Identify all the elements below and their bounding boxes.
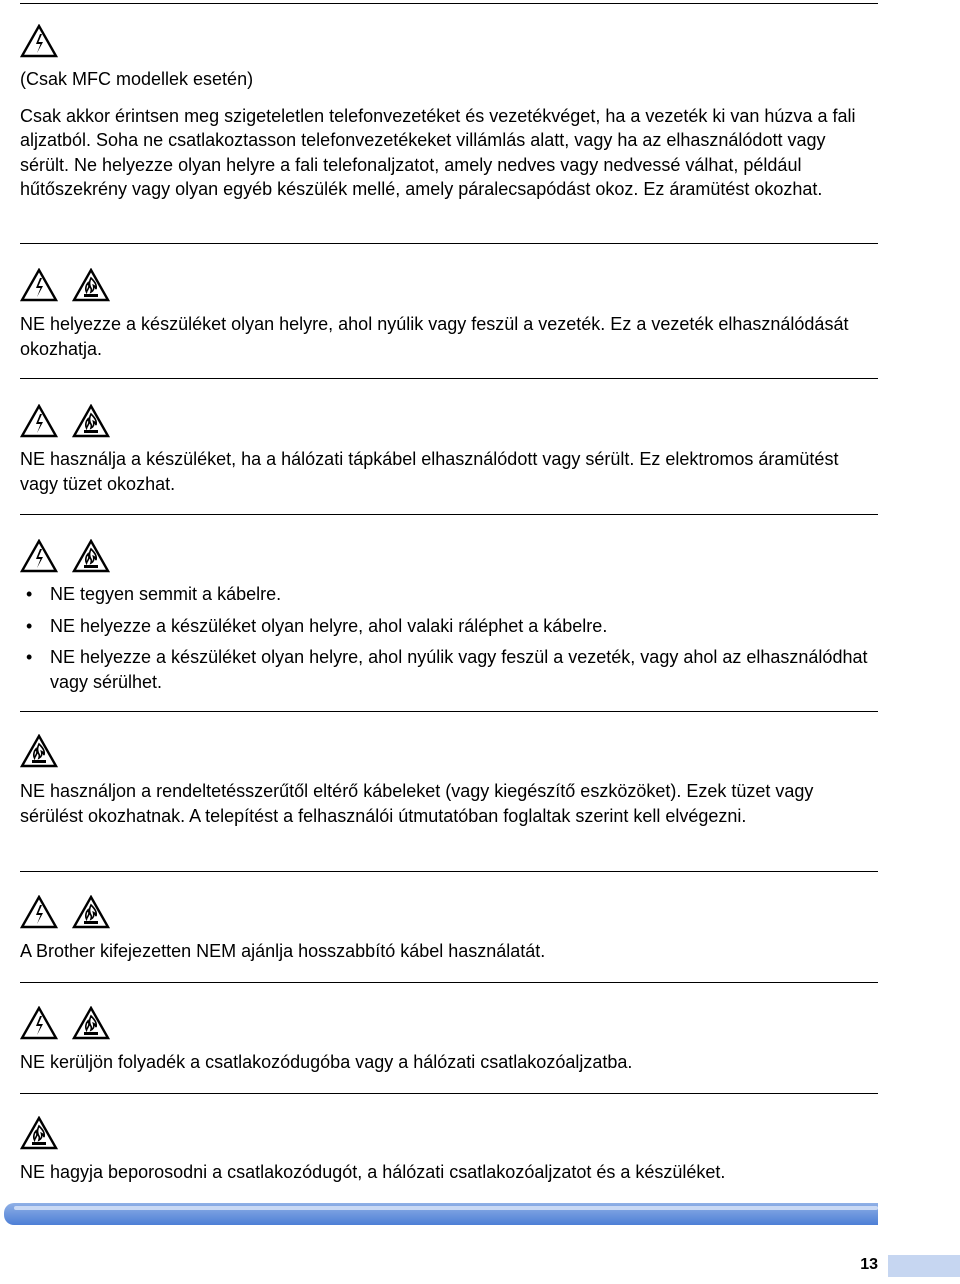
electric-shock-warning-icon [20,895,58,935]
warning-icons [20,24,58,64]
warning-icons [20,1006,110,1046]
electric-shock-warning-icon [20,24,58,64]
warning-icons [20,539,110,579]
section-divider [20,514,878,515]
fire-warning-icon [72,895,110,935]
list-item: • NE helyezze a készüléket olyan helyre, ahol valaki ráléphet a kábelre. [20,614,878,639]
paragraph: NE használja a készüléket, ha a hálózati tápkábel elhasználódott vagy sérült. Ez elektromos áramütést vagy tüzet okozhat. [20,449,839,494]
warning-icons [20,1116,58,1156]
paragraph: A Brother kifejezetten NEM ajánlja hosszabbító kábel használatát. [20,941,546,961]
page-tab [888,1255,960,1277]
section-text [20,939,878,964]
fire-warning-icon [72,268,110,308]
page-number: 13 [860,1256,878,1273]
warning-icons [20,734,58,774]
electric-shock-warning-icon [20,268,58,308]
electric-shock-warning-icon [20,539,58,579]
section-text [20,779,878,828]
section-divider [20,711,878,712]
warning-icons [20,404,110,444]
fire-warning-icon [72,539,110,579]
fire-warning-icon [72,404,110,444]
section-divider [20,378,878,379]
section-text [20,1050,878,1075]
section-divider [20,982,878,983]
section-divider [20,243,878,244]
warning-icons [20,895,110,935]
paragraph: NE hagyja beporosodni a csatlakozódugót, a hálózati csatlakozóaljzatot és a készüléket. [20,1162,726,1182]
paragraph: NE kerüljön folyadék a csatlakozódugóba vagy a hálózati csatlakozóaljzatba. [20,1052,633,1072]
list-item: • NE tegyen semmit a kábelre. [20,582,878,607]
footer-bar-highlight [14,1206,878,1210]
section-divider [20,1093,878,1094]
electric-shock-warning-icon [20,404,58,444]
paragraph: (Csak MFC modellek esetén) [20,69,254,89]
section-text [20,1160,878,1185]
fire-warning-icon [20,1116,58,1156]
electric-shock-warning-icon [20,1006,58,1046]
paragraph: NE helyezze a készüléket olyan helyre, ahol nyúlik vagy feszül a vezeték. Ez a vezeték elhasználódását okozhatja. [20,314,849,359]
paragraph: Csak akkor érintsen meg szigeteletlen telefonvezetéket és vezetékvéget, ha a vezeték ki van húzva a fali aljzatból. Soha ne csatlakoztasson telefonvezetékeket villámlás alatt, vagy ha az elhasználódott vagy sérült. Ne helyezze olyan helyre a fali telefonaljzatot, amely nedves vagy nedvessé válhat, például hűtőszekrény vagy olyan egyéb készülék mellé, amely páralecsapódást okoz. Ez áramütést okozhat. [20,105,856,199]
bullet-list [20,582,878,701]
section-text [20,67,878,202]
fire-warning-icon [72,1006,110,1046]
list-item: • NE helyezze a készüléket olyan helyre, ahol nyúlik vagy feszül a vezeték, vagy ahol az elhasználódhat vagy sérülhet. [20,645,878,694]
paragraph: NE használjon a rendeltetésszerűtől eltérő kábeleket (vagy kiegészítő eszközöket). Ezek tüzet vagy sérülést okozhatnak. A telepítést a felhasználói útmutatóban foglaltak szerint kell elvégezni. [20,781,814,826]
section-text [20,447,878,496]
section-text [20,312,878,361]
fire-warning-icon [20,734,58,774]
warning-icons [20,268,110,308]
section-divider [20,871,878,872]
section-divider [20,3,878,4]
